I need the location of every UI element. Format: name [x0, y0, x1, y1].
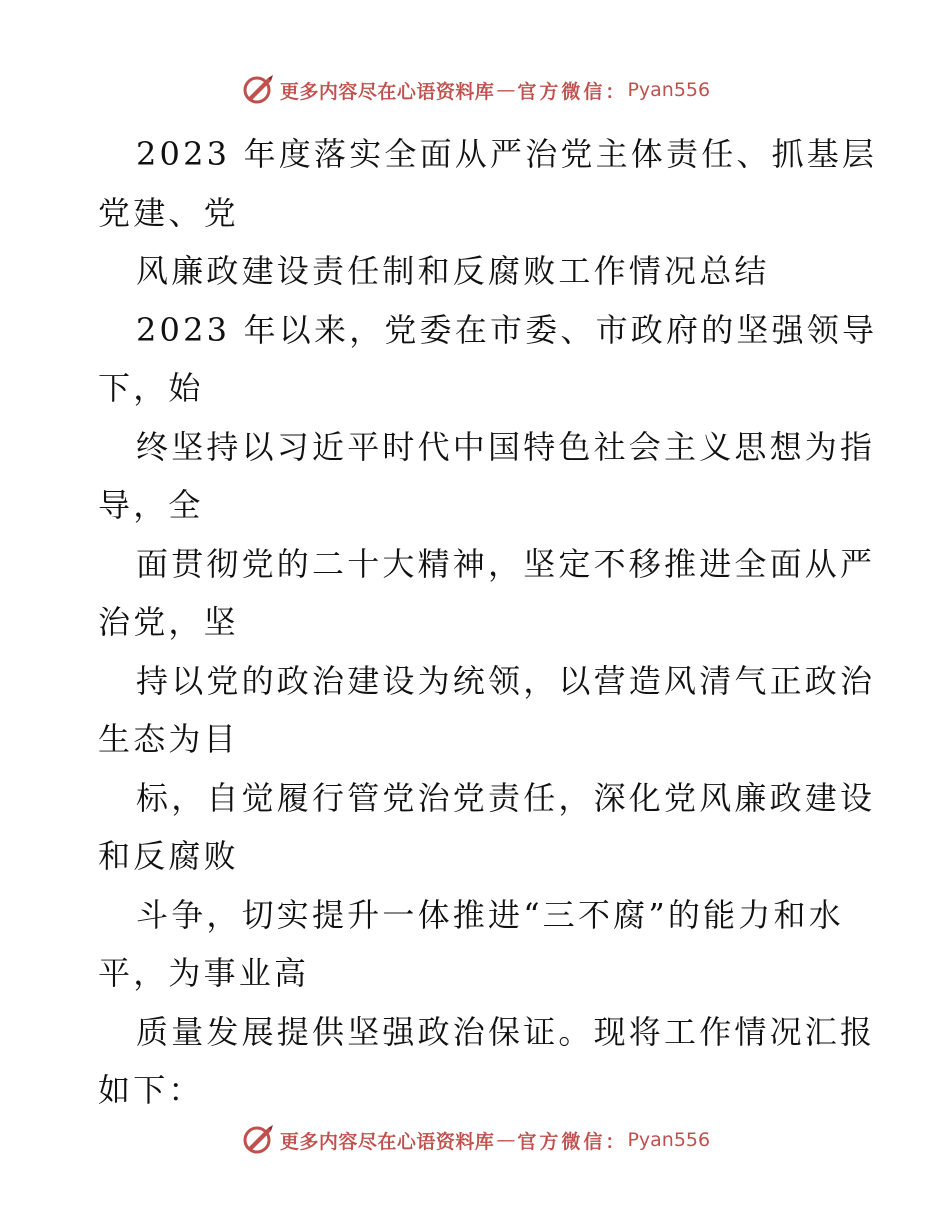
quill-logo-icon	[240, 1122, 276, 1158]
document-line: 生态为目	[98, 720, 239, 758]
header-watermark	[0, 70, 950, 110]
quill-logo-icon	[240, 72, 276, 108]
document-line: 终坚持以习近平时代中国特色社会主义思想为指	[136, 427, 876, 466]
watermark-separator: —	[496, 1129, 516, 1151]
watermark-wechat-id: Pyan556	[627, 1129, 711, 1151]
document-line: 面贯彻党的二十大精神，坚定不移推进全面从严	[136, 544, 876, 583]
watermark-wechat-id: Pyan556	[627, 79, 711, 101]
footer-watermark	[0, 1120, 950, 1160]
document-line: 党建、党	[98, 193, 239, 232]
document-line: 持以党的政治建设为统领，以营造风清气正政治	[136, 661, 876, 700]
document-line: 2023 年以来，党委在市委、市政府的坚强领导	[136, 310, 878, 349]
document-line: 平，为事业高	[98, 954, 310, 992]
document-line: 2023 年度落实全面从严治党主体责任、抓基层	[136, 135, 878, 173]
document-line: 风廉政建设责任制和反腐败工作情况总结	[136, 252, 770, 290]
document-line: 标，自觉履行管党治党责任，深化党风廉政建设	[136, 778, 876, 817]
document-body	[98, 125, 878, 1120]
watermark-official-label: 官方微信：	[517, 80, 628, 103]
document-line: 斗争，切实提升一体推进“三不腐”的能力和水	[136, 895, 844, 934]
watermark-separator: —	[496, 79, 516, 101]
document-line: 治党，坚	[98, 603, 239, 641]
document-line: 质量发展提供坚强政治保证。现将工作情况汇报	[136, 1012, 876, 1051]
document-line: 和反腐败	[98, 837, 239, 875]
watermark-site-text: 更多内容尽在心语资料库	[279, 80, 495, 103]
document-line: 导，全	[98, 486, 204, 524]
document-line: 如下：	[98, 1071, 204, 1109]
watermark-site-text: 更多内容尽在心语资料库	[279, 1130, 495, 1153]
watermark-official-label: 官方微信：	[517, 1130, 628, 1153]
document-line: 下，始	[98, 369, 204, 407]
